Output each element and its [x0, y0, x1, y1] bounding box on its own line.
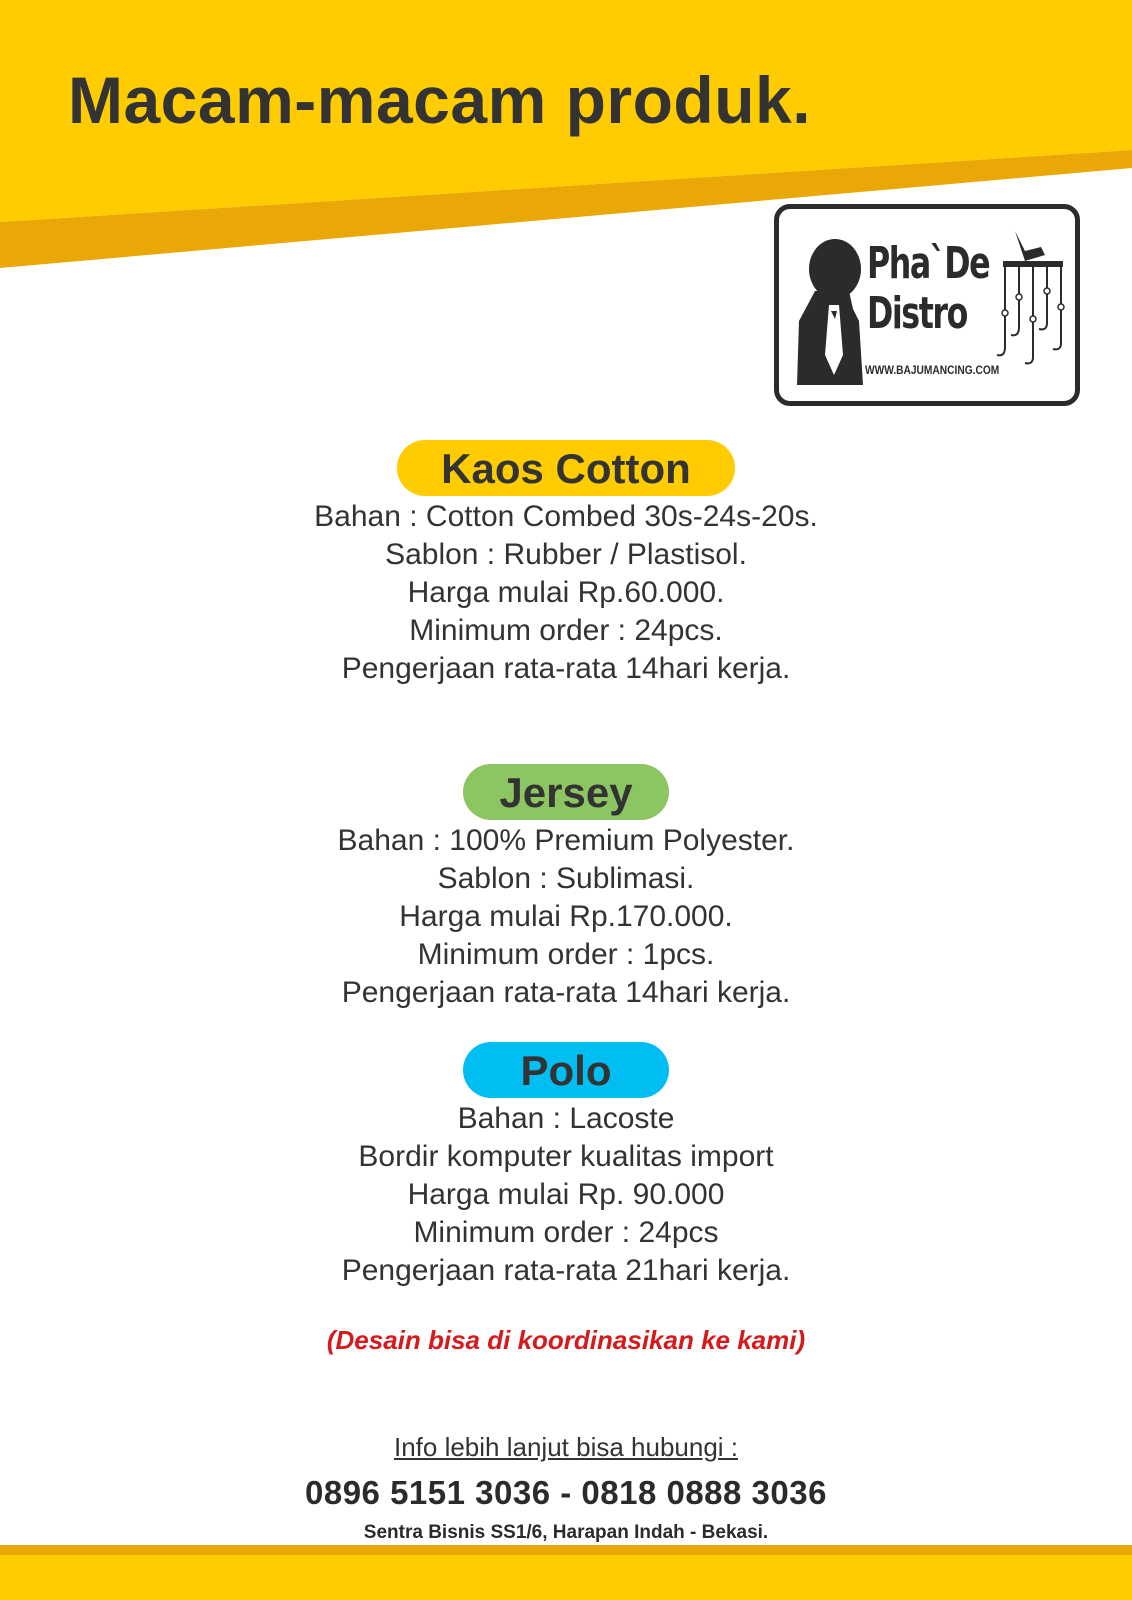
product-detail-line: Harga mulai Rp. 90.000 [407, 1178, 725, 1211]
product-detail-line: Minimum order : 24pcs. [409, 614, 723, 647]
product-detail-line: Bahan : 100% Premium Polyester. [337, 824, 795, 857]
logo-url: WWW.BAJUMANCING.COM [865, 363, 1000, 377]
product-detail-line: Sablon : Sublimasi. [437, 862, 695, 895]
silhouette-man-icon [793, 225, 873, 385]
product-jersey [0, 764, 1132, 1012]
product-detail-line: Minimum order : 24pcs [413, 1216, 719, 1249]
logo-wordmark [867, 238, 990, 339]
product-detail-line: Sablon : Rubber / Plastisol. [385, 538, 747, 571]
logo-line-2: Distro [867, 288, 967, 339]
product-details [0, 498, 1132, 688]
product-detail-line: Harga mulai Rp.170.000. [399, 900, 733, 933]
product-badge-polo: Polo [463, 1042, 669, 1098]
product-detail-line: Bahan : Cotton Combed 30s-24s-20s. [314, 500, 818, 533]
contact-label: Info lebih lanjut bisa hubungi : [393, 1432, 739, 1462]
puppet-hooks-icon [985, 227, 1069, 367]
product-detail-line: Bordir komputer kualitas import [358, 1140, 774, 1173]
product-detail-line: Pengerjaan rata-rata 14hari kerja. [341, 976, 791, 1009]
design-note: (Desain bisa di koordinasikan ke kami) [326, 1325, 806, 1355]
product-kaos-cotton [0, 440, 1132, 688]
footer-band [0, 1545, 1132, 1600]
brand-logo [774, 204, 1080, 406]
product-detail-line: Harga mulai Rp.60.000. [407, 576, 725, 609]
product-details [0, 1100, 1132, 1290]
contact-address: Sentra Bisnis SS1/6, Harapan Indah - Bekasi. [363, 1522, 769, 1543]
product-details [0, 822, 1132, 1012]
product-polo [0, 1042, 1132, 1290]
logo-line-1: Pha`De [867, 238, 990, 289]
product-detail-line: Minimum order : 1pcs. [417, 938, 715, 971]
product-badge-kaos-cotton: Kaos Cotton [397, 440, 735, 496]
product-detail-line: Bahan : Lacoste [457, 1102, 675, 1135]
product-detail-line: Pengerjaan rata-rata 14hari kerja. [341, 652, 791, 685]
contact-phones: 0896 5151 3036 - 0818 0888 3036 [305, 1474, 827, 1511]
product-detail-line: Pengerjaan rata-rata 21hari kerja. [341, 1254, 791, 1287]
product-badge-jersey: Jersey [463, 764, 669, 820]
page-title: Macam-macam produk. [68, 63, 812, 137]
